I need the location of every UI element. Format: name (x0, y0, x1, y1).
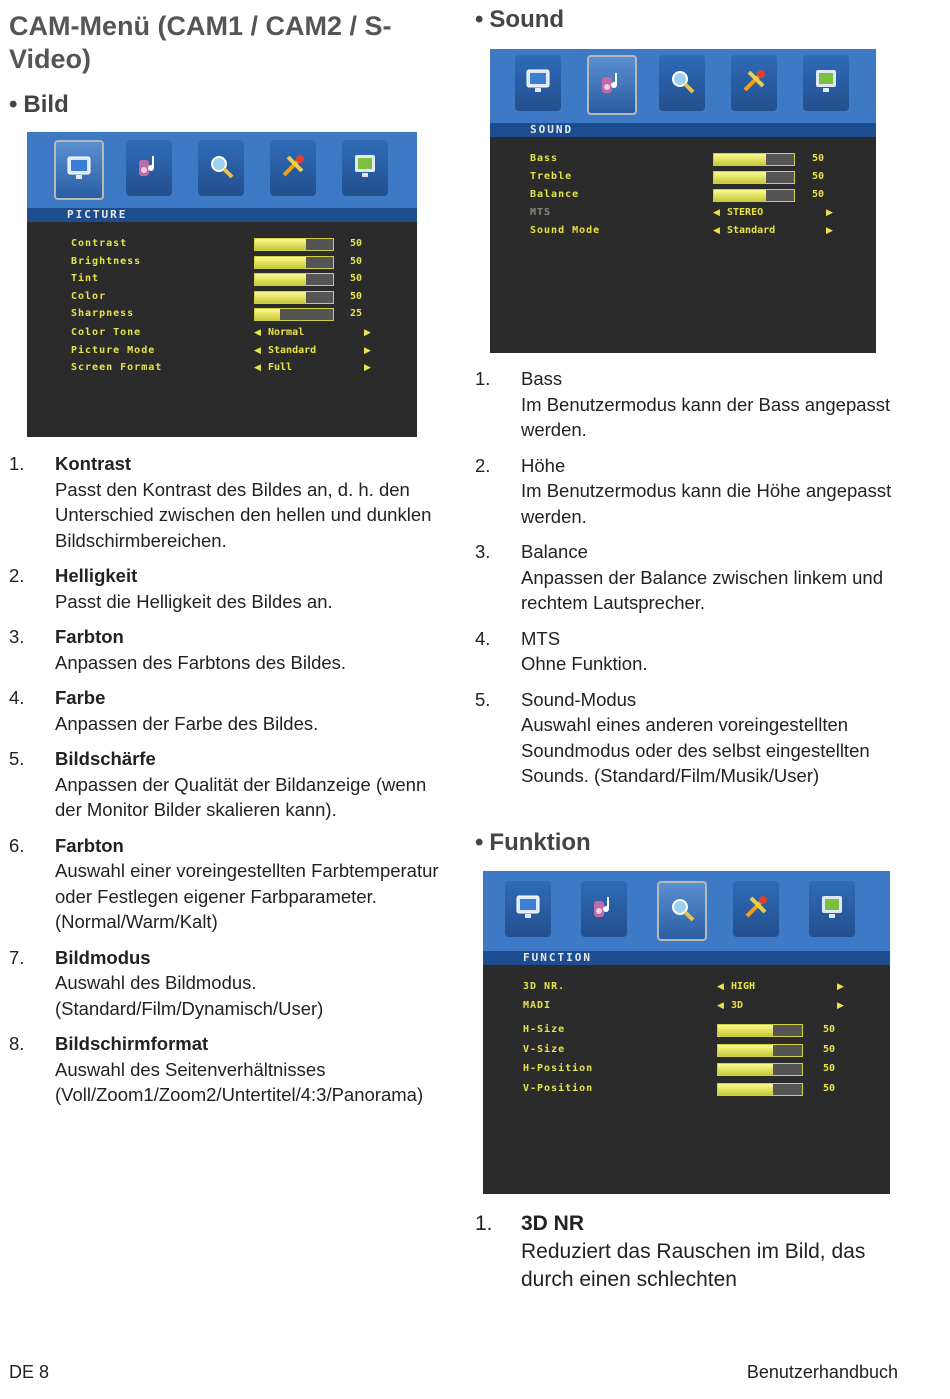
osd-option-value: 3D (731, 1000, 744, 1011)
osd-slider[interactable] (254, 256, 334, 269)
list-item-title: Kontrast (55, 453, 132, 474)
osd-slider[interactable] (254, 238, 334, 251)
osd-slider-fill (255, 309, 280, 320)
osd-tab-speaker-note[interactable] (587, 55, 637, 115)
list-item-number: 5. (9, 748, 25, 769)
osd-option-value: HIGH (731, 981, 756, 992)
magnifier-icon (668, 895, 696, 923)
list-item (9, 945, 439, 1022)
osd-row-label[interactable]: Color Tone (71, 327, 142, 338)
list-item-description: Auswahl eines anderen voreingestellten Soundmodus oder des selbst eingestellten Sounds. (Standard/Film/Musik/User) (521, 714, 870, 786)
display-settings-icon (351, 152, 379, 180)
list-item-title: Sound-Modus (521, 688, 637, 710)
list-item-number: 1. (9, 453, 25, 474)
osd-tab-magnifier[interactable] (657, 881, 707, 941)
osd-slider-fill (714, 172, 766, 183)
picture-osd-screenshot (27, 132, 417, 437)
osd-option-value: Normal (268, 327, 305, 338)
monitor-icon (65, 154, 93, 182)
osd-slider[interactable] (717, 1083, 803, 1096)
list-item-title: Helligkeit (55, 565, 138, 586)
list-item (9, 746, 439, 823)
osd-tab-display-settings[interactable] (809, 881, 855, 937)
osd-option-value: Standard (268, 344, 317, 356)
osd-slider-fill (255, 274, 306, 285)
list-item-number: 5. (475, 688, 491, 710)
osd-slider-value: 50 (823, 1063, 836, 1074)
list-item (475, 1210, 915, 1294)
left-arrow-icon[interactable]: ◀ (254, 362, 261, 372)
osd-row-label[interactable]: Color (71, 290, 107, 302)
osd-row-label[interactable]: H-Size (523, 1024, 566, 1035)
list-item-title: Balance (521, 541, 588, 562)
osd-slider-value: 50 (812, 153, 825, 164)
osd-row-label[interactable]: Sound Mode (530, 225, 601, 236)
list-item-title: Farbton (55, 834, 124, 856)
osd-row-label[interactable]: Bass (530, 153, 559, 164)
section-heading-funktion: • Funktion (475, 829, 591, 856)
osd-slider[interactable] (254, 273, 334, 286)
monitor-icon (524, 67, 552, 95)
osd-row-label[interactable]: Tint (71, 273, 100, 284)
list-item-title: Bildmodus (55, 946, 151, 968)
osd-tab-speaker-note[interactable] (126, 140, 172, 196)
list-item-title: 3D NR (521, 1212, 585, 1235)
osd-tab-speaker-note[interactable] (581, 881, 627, 937)
list-item (9, 563, 439, 614)
osd-tab-magnifier[interactable] (198, 140, 244, 196)
tools-icon (279, 152, 307, 180)
section-heading-sound: • Sound (475, 6, 565, 33)
osd-slider-value: 50 (812, 189, 825, 200)
list-item-title: Bass (521, 368, 563, 389)
list-item-description: Ohne Funktion. (521, 653, 648, 674)
osd-slider[interactable] (717, 1063, 803, 1076)
osd-slider-fill (255, 239, 306, 250)
osd-option-value: Standard (727, 225, 776, 236)
list-item (475, 366, 915, 443)
list-item-description: Anpassen der Farbe des Bildes. (55, 712, 319, 734)
osd-row-label[interactable]: V-Size (523, 1043, 566, 1055)
osd-slider-fill (718, 1084, 773, 1095)
footer-manual-title: Benutzerhandbuch (746, 1362, 898, 1382)
list-item-description: Anpassen des Farbtons des Bildes. (55, 651, 347, 673)
osd-option-value: STEREO (727, 207, 764, 218)
left-arrow-icon[interactable]: ◀ (713, 207, 720, 217)
display-settings-icon (812, 67, 840, 95)
section-heading-bild: • Bild (9, 91, 69, 118)
list-item-description: Auswahl des Seitenverhältnisses (Voll/Zoom1/Zoom2/Untertitel/4:3/Panorama) (55, 1058, 424, 1105)
osd-slider-fill (714, 190, 766, 201)
left-column (9, 10, 439, 120)
speaker-note-icon (590, 893, 618, 921)
osd-slider[interactable] (717, 1044, 803, 1057)
osd-tab-monitor[interactable] (515, 55, 561, 111)
osd-row-label[interactable]: H-Position (523, 1063, 594, 1074)
right-arrow-icon[interactable]: ▶ (837, 1000, 844, 1010)
left-arrow-icon[interactable]: ◀ (254, 327, 261, 337)
left-arrow-icon[interactable]: ◀ (254, 344, 261, 355)
osd-slider-value: 50 (350, 255, 363, 267)
right-column (475, 5, 915, 35)
osd-slider-fill (255, 292, 306, 303)
osd-slider[interactable] (713, 153, 795, 166)
osd-slider[interactable] (254, 308, 334, 321)
osd-tab-magnifier[interactable] (659, 55, 705, 111)
osd-tab-tools[interactable] (270, 140, 316, 196)
list-item-number: 2. (9, 565, 25, 586)
list-item (475, 626, 915, 677)
bild-list (9, 451, 439, 1118)
list-item-description: Anpassen der Qualität der Bildanzeige (wenn der Monitor Bilder skalieren kann). (55, 773, 427, 820)
list-item (9, 451, 439, 553)
osd-tab-tools[interactable] (731, 55, 777, 111)
osd-tab-tools[interactable] (733, 881, 779, 937)
page-title: CAM-Menü (CAM1 / CAM2 / S-Video) (9, 11, 392, 74)
list-item (9, 833, 439, 935)
magnifier-icon (668, 67, 696, 95)
osd-tab-monitor[interactable] (54, 140, 104, 200)
osd-slider[interactable] (713, 171, 795, 184)
right-arrow-icon[interactable]: ▶ (364, 344, 371, 355)
list-item-title: MTS (521, 627, 561, 649)
right-arrow-icon[interactable]: ▶ (826, 225, 833, 235)
osd-slider-fill (255, 257, 306, 268)
function-osd-screenshot (483, 871, 890, 1194)
osd-slider-fill (718, 1064, 773, 1075)
list-item-description: Im Benutzermodus kann der Bass angepasst werden. (521, 393, 891, 440)
list-item-title: Farbton (55, 626, 124, 647)
list-item-description: Reduziert das Rauschen im Bild, das durch einen schlechten (521, 1240, 866, 1291)
right-arrow-icon[interactable]: ▶ (826, 207, 833, 217)
list-item-number: 1. (475, 1212, 493, 1235)
osd-slider-value: 25 (350, 308, 363, 319)
list-item-title: Farbe (55, 687, 106, 708)
list-item (9, 685, 439, 736)
osd-row-label[interactable]: Picture Mode (71, 344, 156, 356)
osd-heading: SOUND (490, 123, 876, 137)
osd-tab-display-settings[interactable] (342, 140, 388, 196)
list-item-number: 8. (9, 1033, 25, 1054)
osd-tab-monitor[interactable] (505, 881, 551, 937)
display-settings-icon (818, 893, 846, 921)
osd-slider-value: 50 (823, 1043, 836, 1055)
osd-slider-value: 50 (350, 290, 363, 302)
list-item-description: Auswahl des Bildmodus. (Standard/Film/Dynamisch/User) (55, 972, 324, 1019)
left-arrow-icon[interactable]: ◀ (717, 981, 724, 991)
osd-slider-value: 50 (812, 171, 825, 182)
osd-slider-fill (718, 1045, 773, 1056)
tools-icon (740, 67, 768, 95)
magnifier-icon (207, 152, 235, 180)
list-item-number: 4. (475, 627, 491, 649)
osd-heading: FUNCTION (483, 951, 890, 965)
osd-row-label[interactable]: Brightness (71, 255, 142, 267)
list-item (475, 539, 915, 616)
osd-slider[interactable] (254, 291, 334, 304)
list-item-number: 4. (9, 687, 25, 708)
speaker-note-icon (598, 69, 626, 97)
osd-row-label[interactable]: Balance (530, 189, 580, 200)
list-item-number: 6. (9, 834, 25, 856)
osd-row-label[interactable]: Screen Format (71, 362, 163, 373)
right-arrow-icon[interactable]: ▶ (364, 327, 371, 337)
funktion-list (475, 1210, 915, 1304)
osd-slider[interactable] (717, 1024, 803, 1037)
list-item-description: Passt die Helligkeit des Bildes an. (55, 590, 333, 612)
speaker-note-icon (135, 152, 163, 180)
list-item-description: Passt den Kontrast des Bildes an, d. h. den Unterschied zwischen den hellen und dunklen Bildschirmbereichen. (55, 478, 432, 551)
sound-list (475, 366, 915, 799)
right-arrow-icon[interactable]: ▶ (364, 362, 371, 372)
list-item-title: Bildschirmformat (55, 1033, 209, 1054)
left-arrow-icon[interactable]: ◀ (713, 225, 720, 235)
list-item-title: Bildschärfe (55, 748, 156, 769)
osd-row-label[interactable]: 3D NR. (523, 981, 566, 992)
osd-slider-value: 50 (350, 273, 363, 284)
osd-row-label[interactable]: V-Position (523, 1082, 594, 1094)
list-item-number: 3. (475, 541, 491, 562)
osd-row-label[interactable]: MADI (523, 1000, 552, 1011)
right-arrow-icon[interactable]: ▶ (837, 981, 844, 991)
tools-icon (742, 893, 770, 921)
monitor-icon (514, 893, 542, 921)
list-item-description: Anpassen der Balance zwischen linkem und rechtem Lautsprecher. (521, 566, 883, 613)
osd-slider[interactable] (713, 189, 795, 202)
osd-slider-value: 50 (823, 1024, 836, 1035)
list-item-number: 7. (9, 946, 25, 968)
list-item (9, 1031, 439, 1108)
list-item (475, 687, 915, 789)
osd-heading: PICTURE (27, 208, 417, 222)
list-item-description: Im Benutzermodus kann die Höhe angepasst werden. (521, 480, 892, 527)
osd-slider-fill (714, 154, 766, 165)
osd-slider-value: 50 (823, 1082, 836, 1094)
list-item-title: Höhe (521, 454, 566, 476)
list-item (9, 624, 439, 675)
osd-row-label[interactable]: Treble (530, 171, 573, 182)
osd-tab-display-settings[interactable] (803, 55, 849, 111)
osd-row-label[interactable]: Sharpness (71, 308, 135, 319)
footer-page-number: DE 8 (9, 1362, 50, 1382)
list-item (475, 453, 915, 530)
list-item-description: Auswahl einer voreingestellten Farbtemperatur oder Festlegen eigener Farbparameter. (Normal/Warm/Kalt) (55, 860, 439, 932)
list-item-number: 3. (9, 626, 25, 647)
osd-row-label[interactable]: MTS (530, 207, 552, 218)
osd-row-label[interactable]: Contrast (71, 238, 128, 249)
osd-slider-value: 50 (350, 238, 363, 249)
left-arrow-icon[interactable]: ◀ (717, 1000, 724, 1010)
sound-osd-screenshot (490, 49, 876, 353)
list-item-number: 1. (475, 368, 491, 389)
osd-option-value: Full (268, 362, 293, 373)
osd-slider-fill (718, 1025, 773, 1036)
list-item-number: 2. (475, 454, 491, 476)
